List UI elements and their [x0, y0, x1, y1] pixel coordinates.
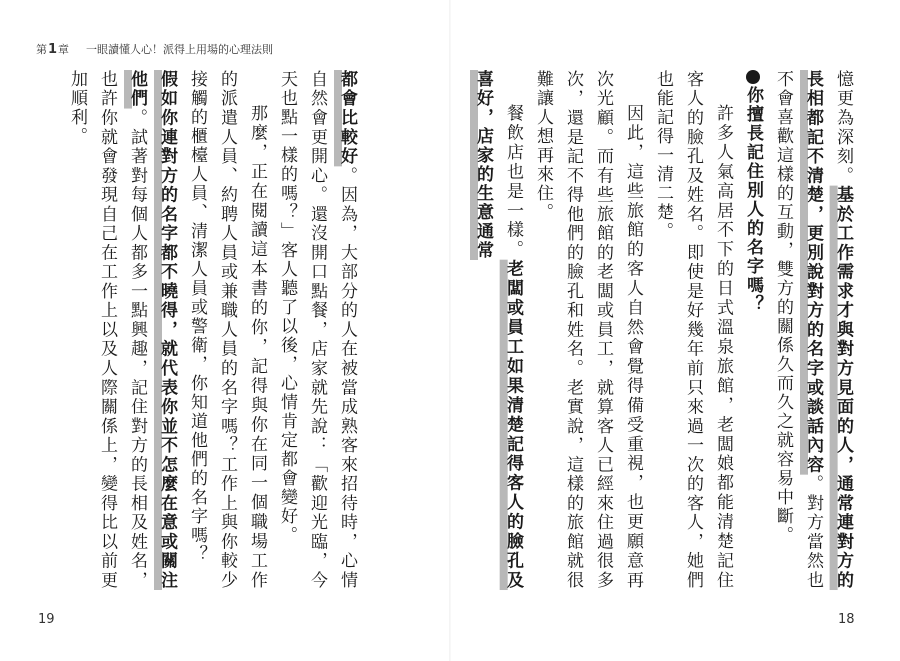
paragraph: 因此，這些旅館的客人自然會覺得備受重視，也更願意再次光顧。而有些旅館的老闆或員工，就算客人已經來住過很多次，還是記不得他們的臉孔和姓名。老實說，這樣的旅館就很難讓人想再來住。	[533, 70, 643, 590]
page-number-left: 19	[38, 612, 55, 627]
paragraph: 餐飲店也是一樣。老闆或員工如果清楚記得客人的臉孔及喜好，店家的生意通常	[473, 70, 523, 591]
bullet-icon	[746, 70, 760, 84]
paragraph: 許多人氣高居不下的日式溫泉旅館，老闆娘都能清楚記住客人的臉孔及姓名。即使是好幾年前只來過一次的客人，她們也能記得一清二楚。	[653, 70, 733, 590]
running-head	[36, 38, 273, 60]
paragraph: 假如你連對方的名字都不曉得，就代表你並不怎麼在意或關注他們。試著對每個人都多一點興趣，記住對方的長相及姓名，也許你就會發現自己在工作上以及人際關係上，變得比以前更加順利。	[67, 70, 177, 591]
emphasis-text: 假如你連對方的名字都不曉得，就代表你並不怎麼在意或關注他們	[127, 70, 177, 590]
paragraph: 那麼，正在閱讀這本書的你，記得與你在同一個職場工作的派遣人員、約聘人員或兼職人員的名字嗎？工作上與你較少接觸的櫃檯人員、清潔人員或警衛，你知道他們的名字嗎？	[187, 70, 267, 590]
paragraph: 都會比較好。因為，大部分的人在被當成熟客來招待時，心情自然會更開心。還沒開口點餐，店家就先說：「歡迎光臨，今天也點一樣的嗎？」客人聽了以後，心情肯定都會變好。	[277, 70, 357, 591]
chapter-label: 第1章	[36, 42, 71, 57]
page-number-right: 18	[838, 612, 855, 627]
chapter-title: 一眼讀懂人心！派得上用場的心理法則	[86, 43, 274, 56]
section-heading: 你擅長記住別人的名字嗎？	[738, 70, 768, 590]
page-gutter	[449, 0, 451, 661]
paragraph: 憶更為深刻。基於工作需求才與對方見面的人，通常連對方的長相都記不清楚，更別說對方的名字或談話內容。對方當然也不會喜歡這樣的互動，雙方的關係久而久之就容易中斷。	[773, 70, 853, 591]
page-19-text	[67, 70, 362, 591]
emphasis-text: 基於工作需求才與對方見面的人，通常連對方的長相都記不清楚，更別說對方的名字或談話內容	[803, 70, 853, 591]
emphasis-text: 都會比較好	[337, 70, 357, 167]
page-18-text	[473, 70, 858, 591]
emphasis-text: 老闆或員工如果清楚記得客人的臉孔及喜好，店家的生意通常	[473, 70, 523, 591]
